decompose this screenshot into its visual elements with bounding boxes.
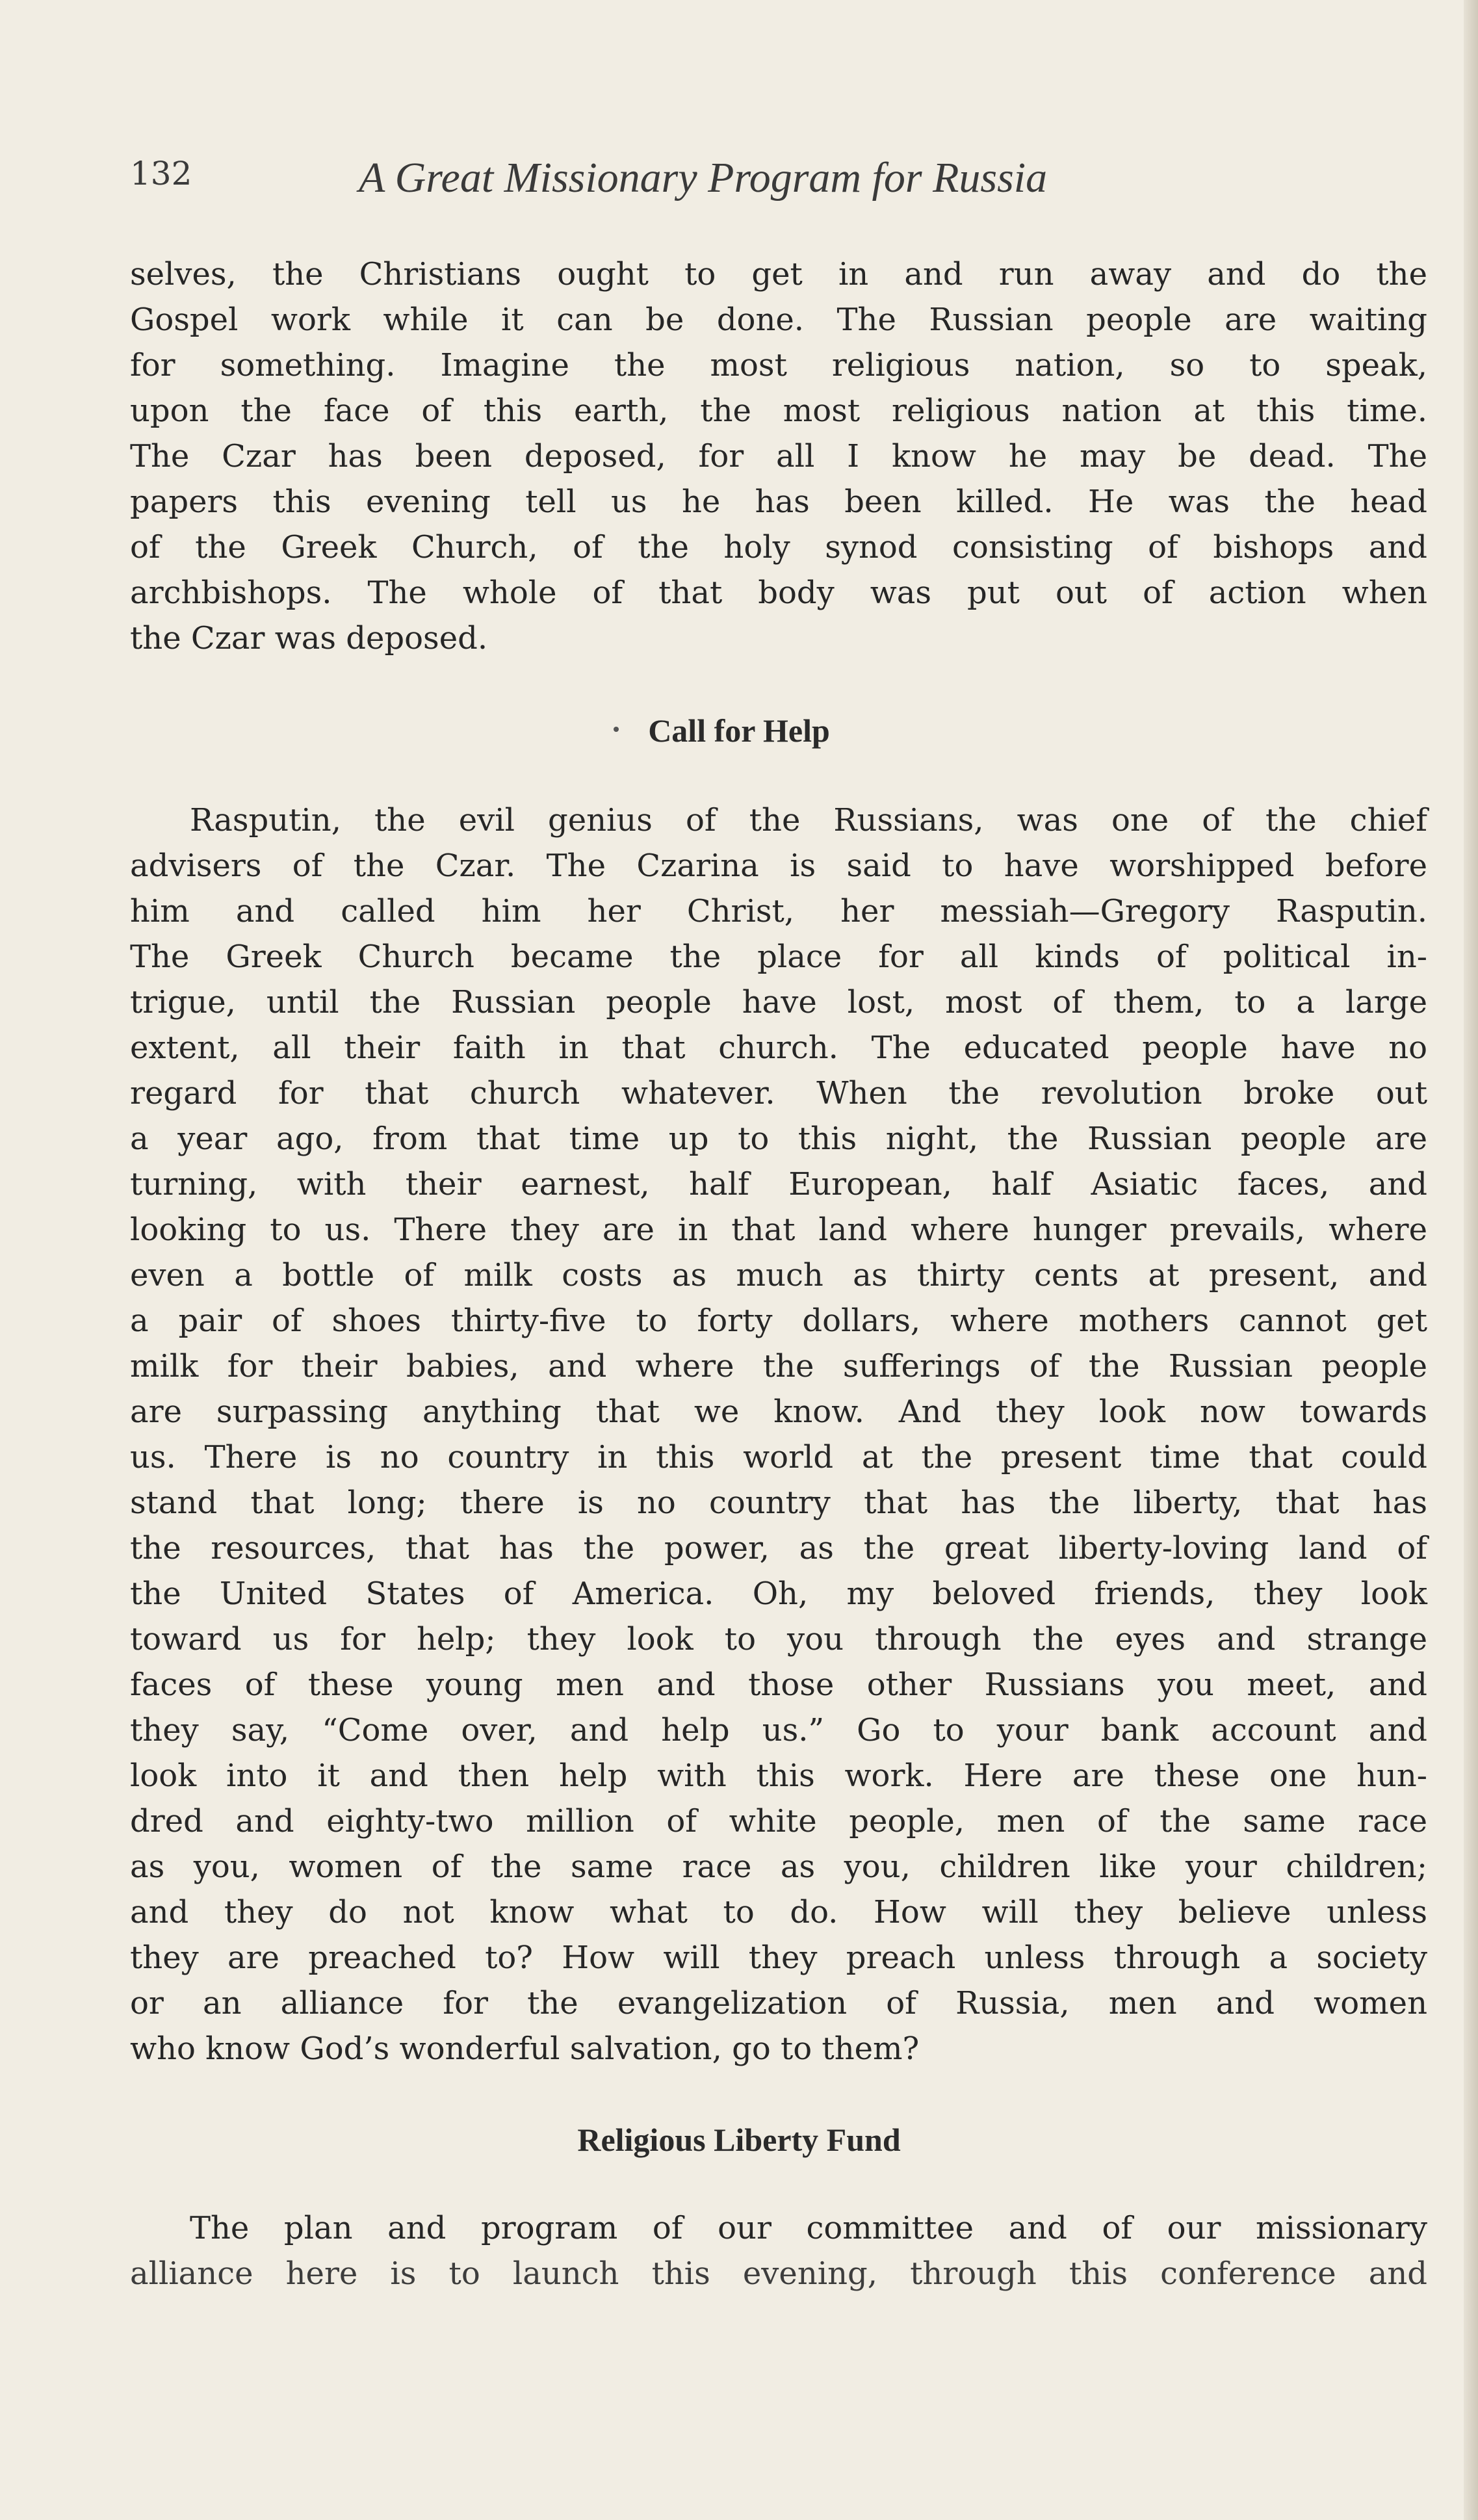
text-line: the resources, that has the power, as the great liberty-loving land of — [130, 1530, 1427, 1566]
text-line: selves, the Christians ought to get in and run away and do the — [130, 256, 1427, 292]
text-line: are surpassing anything that we know. And they look now towards — [130, 1394, 1427, 1430]
text-line: Rasputin, the evil genius of the Russians, was one of the chief — [190, 802, 1427, 838]
text-line: even a bottle of milk costs as much as thirty cents at present, and — [130, 1257, 1427, 1293]
text-line: papers this evening tell us he has been killed. He was the head — [130, 484, 1427, 520]
running-title: A Great Missionary Program for Russia — [359, 154, 1048, 201]
text-line: The Czar has been deposed, for all I know he may be dead. The — [130, 438, 1427, 474]
text-line: milk for their babies, and where the sufferings of the Russian people — [130, 1348, 1427, 1384]
text-line: they are preached to? How will they preach unless through a society — [130, 1940, 1427, 1976]
text-line: a year ago, from that time up to this night, the Russian people are — [130, 1121, 1427, 1157]
text-line: toward us for help; they look to you through the eyes and strange — [130, 1621, 1427, 1657]
text-line: The Greek Church became the place for all kinds of political in- — [130, 939, 1427, 975]
text-line: looking to us. There they are in that land where hunger prevails, where — [130, 1212, 1427, 1248]
section-heading-religious-liberty-fund: Religious Liberty Fund — [577, 2122, 901, 2158]
text-line: for something. Imagine the most religious nation, so to speak, — [130, 347, 1427, 383]
text-line: us. There is no country in this world at the present time that could — [130, 1439, 1427, 1475]
text-line: who know God’s wonderful salvation, go to them? — [130, 2031, 920, 2067]
text-line: as you, women of the same race as you, children like your children; — [130, 1849, 1427, 1885]
text-line: Gospel work while it can be done. The Russian people are waiting — [130, 302, 1427, 338]
text-line: regard for that church whatever. When the revolution broke out — [130, 1075, 1427, 1111]
text-line: the United States of America. Oh, my beloved friends, they look — [130, 1576, 1427, 1612]
section-heading-call-for-help: Call for Help — [648, 712, 830, 749]
text-line: dred and eighty-two million of white people, men of the same race — [130, 1803, 1427, 1839]
text-line: turning, with their earnest, half European, half Asiatic faces, and — [130, 1166, 1427, 1202]
text-line: extent, all their faith in that church. The educated people have no — [130, 1030, 1427, 1066]
text-line: upon the face of this earth, the most religious nation at this time. — [130, 393, 1427, 429]
running-head — [130, 155, 1209, 200]
text-line: him and called him her Christ, her messiah—Gregory Rasputin. — [130, 893, 1427, 929]
text-line: or an alliance for the evangelization of Russia, men and women — [130, 1985, 1427, 2021]
text-line: and they do not know what to do. How will they believe unless — [130, 1894, 1427, 1930]
text-line: archbishops. The whole of that body was put out of action when — [130, 575, 1427, 611]
text-line: a pair of shoes thirty-five to forty dollars, where mothers cannot get — [130, 1303, 1427, 1339]
text-line: they say, “Come over, and help us.” Go to your bank account and — [130, 1712, 1427, 1748]
text-line: advisers of the Czar. The Czarina is said to have worshipped before — [130, 848, 1427, 884]
text-line: look into it and then help with this work. Here are these one hun- — [130, 1758, 1427, 1794]
text-line: trigue, until the Russian people have lost, most of them, to a large — [130, 984, 1427, 1020]
page-number: 132 — [130, 155, 192, 192]
text-line: the Czar was deposed. — [130, 620, 488, 656]
text-line: faces of these young men and those other Russians you meet, and — [130, 1667, 1427, 1703]
text-line: alliance here is to launch this evening, through this conference and — [130, 2255, 1427, 2292]
text-line: The plan and program of our committee and of our missionary — [190, 2210, 1427, 2246]
text-line: of the Greek Church, of the holy synod consisting of bishops and — [130, 529, 1427, 565]
text-line: stand that long; there is no country that has the liberty, that has — [130, 1485, 1427, 1521]
